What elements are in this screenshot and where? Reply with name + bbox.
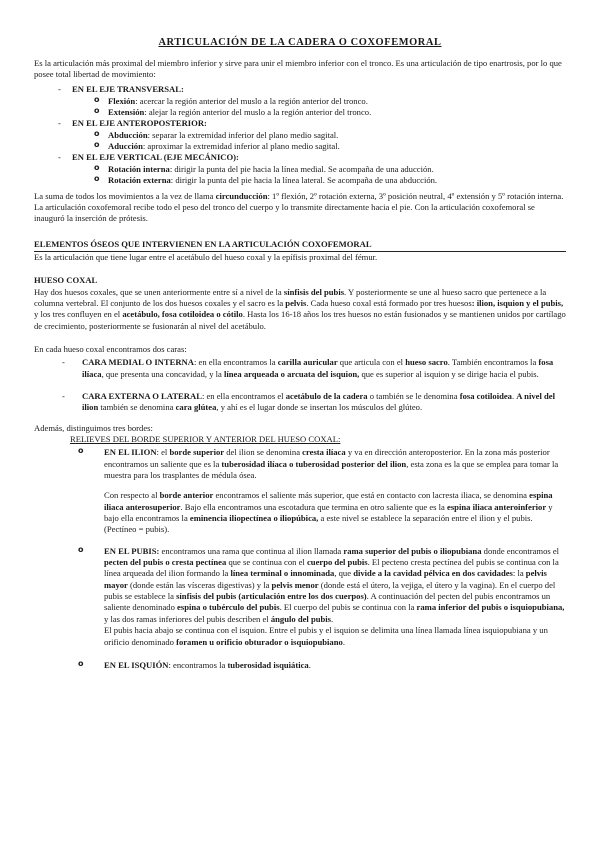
move-item xyxy=(94,107,566,118)
text-span: . xyxy=(308,659,311,670)
hueso-coxal-paragraph xyxy=(34,287,566,332)
text-span: circunducción xyxy=(215,190,268,201)
text-span: EN EL PUBIS: xyxy=(104,545,160,556)
text-span: sínfisis del pubis (articulación entre los dos cuerpos) xyxy=(176,591,367,602)
text-span: , y ahí es el lugar donde se insertan los músculos del glúteo. xyxy=(216,402,423,413)
text-span: y las dos ramas inferiores del pubis describen el xyxy=(104,613,271,624)
text-span: rama superior del pubis o iliopubiana xyxy=(343,545,482,556)
bordes-intro: Además, distinguimos tres bordes: xyxy=(34,422,153,433)
move-name: Rotación externa xyxy=(108,175,171,186)
move-text: : acercar la región anterior del muslo a la región anterior del tronco. xyxy=(135,95,368,106)
text-span: El pubis hacia abajo se continua con el isquion. Entre el pubis y el isquion se delimita una línea llamada línea isquiopubiana y un orificio denominado xyxy=(104,625,548,647)
text-span: o también se le denomina xyxy=(367,390,460,401)
move-item xyxy=(94,164,566,175)
text-span: (donde están las vísceras digestivas) y la xyxy=(127,579,272,590)
text-span: rama inferior del pubis o isquiopubiana, xyxy=(416,602,565,613)
text-span: A nivel del ilion xyxy=(82,390,555,413)
text-span: La suma de todos los movimientos a la vez de llama xyxy=(34,190,216,201)
text-span: : ilion, isquion y el pubis, xyxy=(471,297,564,308)
move-text: : aproximar la extremidad inferior al plano medio sagital. xyxy=(142,141,340,152)
isquion-item xyxy=(90,660,566,671)
caras-intro: En cada hueso coxal encontramos dos caras: xyxy=(34,343,187,354)
axis-item xyxy=(58,118,566,152)
moves-list xyxy=(72,164,566,187)
text-span: . También encontramos la xyxy=(447,357,539,368)
ilion-paragraph-2 xyxy=(104,490,566,535)
text-span: CARA MEDIAL O INTERNA xyxy=(82,357,194,368)
text-span: sínfisis del pubis xyxy=(283,286,345,297)
text-span: : en ella encontramos la xyxy=(193,357,278,368)
text-span: : 1º flexión, 2º rotación externa, 3º posición neutral, 4º extensión y 5º rotación interna. La articulación coxofemoral recibe todo el peso del tronco del cuerpo y lo transmite directamente hacia el pie. Con la articulación coxofemoral se inauguró la inserción de prótesis. xyxy=(34,190,564,224)
page-title: ARTICULACIÓN DE LA CADERA O COXOFEMORAL xyxy=(158,37,442,48)
text-span: línea arqueada o arcuata del isquion, xyxy=(224,368,360,379)
move-name: Aducción xyxy=(108,141,143,152)
move-item xyxy=(94,96,566,107)
move-text: : dirigir la punta del pie hacia la línea medial. Se acompaña de una aducción. xyxy=(169,163,434,174)
text-span: . Hasta los 16-18 años los tres huesos no están fusionados y se mantienen unidos por cartílago de crecimiento, posteriormente se fusionarán al nivel del acetábulo. xyxy=(34,309,566,331)
text-span: CARA EXTERNA O LATERAL xyxy=(82,390,202,401)
move-item xyxy=(94,141,566,152)
text-span: foramen u orificio obturador o isquiopubiano xyxy=(176,636,343,647)
text-span: EN EL ILION xyxy=(104,447,157,458)
text-span: borde superior xyxy=(169,447,225,458)
text-span: encontramos el saliente más superior, que está en contacto con lacresta iliaca, se denomina xyxy=(213,490,530,501)
text-span: que es superior al isquion y se dirige hacia el pubis. xyxy=(359,368,539,379)
text-span: EN EL ISQUIÓN xyxy=(104,659,169,670)
text-span: cara glútea xyxy=(175,402,217,413)
text-span: línea terminal o innominada xyxy=(230,568,335,579)
text-span: ángulo del pubis xyxy=(270,613,332,624)
face-externa xyxy=(72,391,566,414)
text-span: también se denomina xyxy=(98,402,176,413)
pubis-paragraph xyxy=(104,546,566,625)
text-span: y va en dirección anteroposterior. En la zona más posterior encontramos un saliente que es la xyxy=(104,447,550,469)
text-span: : la xyxy=(512,568,526,579)
moves-list xyxy=(72,96,566,119)
text-span: tuberosidad ilíaca o tuberosidad posterior del ilion xyxy=(221,458,407,469)
text-span: divide a la cavidad pélvica en dos cavidades xyxy=(353,568,513,579)
text-span: espina o tubérculo del pubis xyxy=(177,602,280,613)
faces-list xyxy=(34,357,566,413)
text-span: acetábulo, fosa cotiloidea o cótilo xyxy=(122,309,243,320)
text-span: . xyxy=(511,390,517,401)
text-span: , que xyxy=(334,568,354,579)
axis-label: EN EL EJE VERTICAL (EJE MECÁNICO): xyxy=(72,152,239,163)
text-span: Con respecto al xyxy=(104,490,160,501)
pubis-paragraph-2 xyxy=(104,625,566,648)
ilion-item xyxy=(90,447,566,535)
text-span: carilla auricular xyxy=(277,357,338,368)
move-text: : alejar la región anterior del muslo a la región anterior del tronco. xyxy=(144,107,372,118)
text-span: que articula con el xyxy=(337,357,406,368)
ilion-paragraph xyxy=(104,447,566,481)
text-span: pelvis mayor xyxy=(104,568,547,590)
text-span: : en ella encontramos el xyxy=(201,390,286,401)
axis-label: EN EL EJE ANTEROPOSTERIOR: xyxy=(72,118,207,129)
move-name: Abducción xyxy=(108,129,148,140)
bordes-list xyxy=(34,447,566,671)
move-name: Extensión xyxy=(108,107,145,118)
text-span: . A continuación del pecten del pubis encontramos un saliente denominado xyxy=(104,591,551,613)
text-span: Hay dos huesos coxales, que se unen anteriormente entre sí a nivel de la xyxy=(34,286,284,297)
section-heading: ELEMENTOS ÓSEOS QUE INTERVIENEN EN LA ARTICULACIÓN COXOFEMORAL xyxy=(34,239,566,252)
text-span: . xyxy=(342,636,345,647)
axis-item xyxy=(58,152,566,186)
face-medial xyxy=(72,357,566,380)
moves-list xyxy=(72,130,566,153)
text-span: pelvis xyxy=(285,297,307,308)
text-span: eminencia iliopectínea o iliopúbica, xyxy=(189,513,319,524)
axis-label: EN EL EJE TRANSVERSAL: xyxy=(72,84,184,95)
text-span: y los tres confluyen en el xyxy=(34,309,123,320)
move-name: Flexión xyxy=(108,95,136,106)
text-span: . xyxy=(331,613,334,624)
text-span: que se continua con el xyxy=(226,557,307,568)
circumduction-paragraph xyxy=(34,191,566,225)
isquion-paragraph xyxy=(104,660,566,671)
text-span: . Bajo ella encontramos una escotadura que termina en otro saliente que es la xyxy=(180,501,448,512)
text-span: espina iliaca anteroinferior xyxy=(447,501,547,512)
text-span: . El cuerpo del pubis se continua con la xyxy=(279,602,417,613)
text-span: espina iliaca anterosuperior xyxy=(104,490,553,512)
move-text: : dirigir la punta del pie hacia la línea lateral. Se acompaña de una abducción. xyxy=(170,175,438,186)
axis-item xyxy=(58,84,566,118)
move-item xyxy=(94,175,566,186)
move-name: Rotación interna xyxy=(108,163,170,174)
text-span: encontramos una rama que continua al ilion llamada xyxy=(159,545,344,556)
text-span: , que presenta una concavidad, y la xyxy=(101,368,224,379)
move-text: : separar la extremidad inferior del plano medio sagital. xyxy=(147,129,339,140)
section-paragraph: Es la articulación que tiene lugar entre el acetábulo del hueso coxal y la epífisis proximal del fémur. xyxy=(34,251,378,262)
text-span: del ilion se denomina xyxy=(224,447,303,458)
text-span: . Cada hueso coxal está formado por tres huesos xyxy=(306,297,472,308)
text-span: tuberosidad isquiática xyxy=(227,659,309,670)
text-span: fosa ilíaca xyxy=(82,357,554,379)
text-span: : el xyxy=(156,447,170,458)
intro-paragraph: Es la articulación más proximal del miembro inferior y sirve para unir el miembro inferior con el tronco. Es una articulación de tipo enartrosis, por lo que posee total libertad de movimiento: xyxy=(34,57,562,80)
text-span: pecten del pubis o cresta pectínea xyxy=(104,557,227,568)
pubis-item xyxy=(90,546,566,648)
text-span: a este nivel se establece la separación entre el ilion y el pubis. (Pectíneo = pubis). xyxy=(104,513,533,535)
text-span: , esta zona es la que se emplea para tomar la muestra para los trasplantes de médula ósea. xyxy=(104,458,559,481)
text-span: . El pecteno cresta pectínea del pubis se continua con la línea arqueada del ilion formando la xyxy=(104,557,559,579)
text-span: donde encontramos el xyxy=(481,545,560,556)
text-span: acetábulo de la cadera xyxy=(285,390,368,401)
text-span: borde anterior xyxy=(159,490,214,501)
text-span: fosa cotiloidea xyxy=(459,390,512,401)
text-span: cuerpo del pubis xyxy=(306,557,368,568)
text-span: pelvis menor xyxy=(271,579,319,590)
hueso-coxal-heading: HUESO COXAL xyxy=(34,275,98,286)
text-span: cresta ilíaca xyxy=(302,447,346,458)
text-span: (donde está el útero, la vejiga, el útero y la vagina). En el cuerpo del pubis se establece la xyxy=(104,579,556,602)
move-item xyxy=(94,130,566,141)
text-span: y bajo ella encontramos la xyxy=(104,501,553,524)
text-span: hueso sacro xyxy=(405,357,448,368)
text-span: . Y posteriormente se une al hueso sacro que pertenece a la columna vertebral. El conjunto de los dos huesos coxales y el sacro es la xyxy=(34,286,547,308)
axes-list xyxy=(34,84,566,186)
text-span: : encontramos la xyxy=(168,659,228,670)
relieves-heading: RELIEVES DEL BORDE SUPERIOR Y ANTERIOR DEL HUESO COXAL: xyxy=(70,434,341,445)
